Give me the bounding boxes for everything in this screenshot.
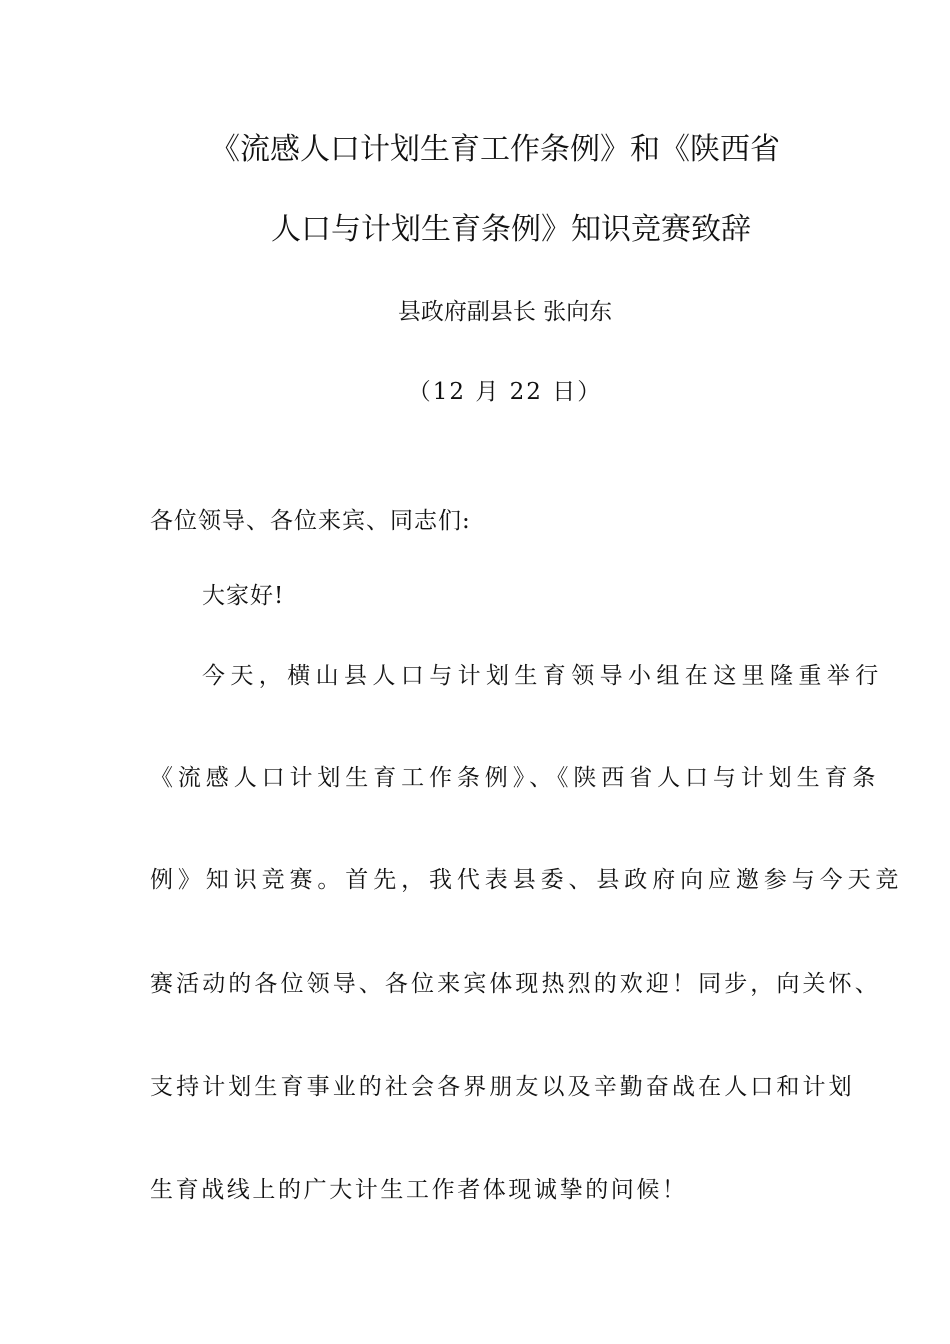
body-line-2: 《流感人口计划生育工作条例》、《陕西省人口与计划生育条 <box>150 765 881 791</box>
body-line-1: 今天，横山县人口与计划生育领导小组在这里隆重举行 <box>202 663 884 689</box>
greeting: 大家好! <box>202 583 285 609</box>
body-line-4: 赛活动的各位领导、各位来宾体现热烈的欢迎！同步，向关怀、 <box>150 971 881 997</box>
document-title-line-2: 人口与计划生育条例》知识竞赛致辞 <box>271 212 751 247</box>
document-title-line-1: 《流感人口计划生育工作条例》和《陕西省 <box>210 132 780 167</box>
salutation: 各位领导、各位来宾、同志们: <box>150 508 471 534</box>
date-line: （12 月 22 日） <box>407 379 603 405</box>
body-line-5: 支持计划生育事业的社会各界朋友以及辛勤奋战在人口和计划 <box>150 1074 855 1100</box>
author-line: 县政府副县长 张向东 <box>397 299 613 325</box>
body-line-6: 生育战线上的广大计生工作者体现诚挚的问候！ <box>150 1177 688 1203</box>
body-line-3: 例》知识竞赛。首先，我代表县委、县政府向应邀参与今天竞 <box>150 867 904 893</box>
